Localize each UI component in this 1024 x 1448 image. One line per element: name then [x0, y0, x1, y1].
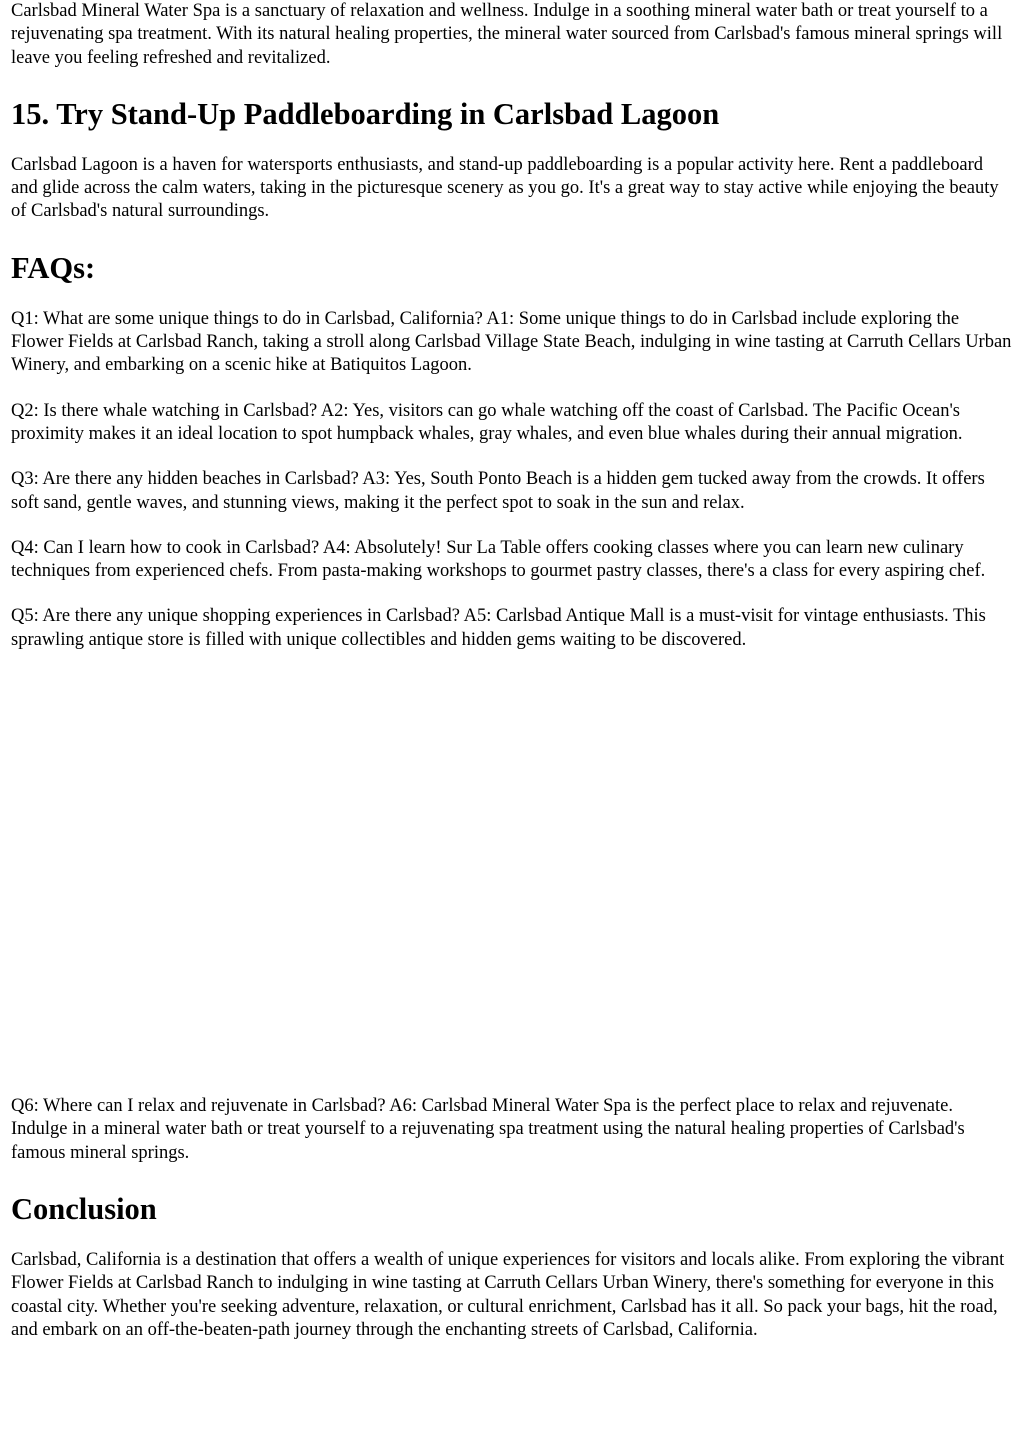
- faqs-heading: FAQs:: [11, 250, 96, 285]
- paddleboarding-heading: 15. Try Stand-Up Paddleboarding in Carlsbad Lagoon: [11, 96, 720, 131]
- spa-paragraph: Carlsbad Mineral Water Spa is a sanctuary of relaxation and wellness. Indulge in a soothing mineral water bath or treat yourself to a rejuvenating spa treatment. With its natural healing properties, the mineral water sourced from Carlsbad's famous mineral springs will leave you feeling refreshed and revitalized.: [11, 1, 1003, 68]
- faq-item-4: Q4: Can I learn how to cook in Carlsbad? A4: Absolutely! Sur La Table offers cooking classes where you can learn new culinary techniques from experienced chefs. From pasta-making workshops to gourmet pastry classes, there's a class for every aspiring chef.: [11, 537, 986, 582]
- article-page: [11, 0, 1014, 1342]
- paddleboarding-paragraph: Carlsbad Lagoon is a haven for watersports enthusiasts, and stand-up paddleboarding is a popular activity here. Rent a paddleboard and glide across the calm waters, taking in the picturesque scenery as you go. It's a great way to stay active while enjoying the beauty of Carlsbad's natural surroundings.: [11, 154, 999, 222]
- faq-item-2: Q2: Is there whale watching in Carlsbad? A2: Yes, visitors can go whale watching off the coast of Carlsbad. The Pacific Ocean's proximity makes it an ideal location to spot humpback whales, gray whales, and even blue whales during their annual migration.: [11, 400, 963, 444]
- conclusion-paragraph: Carlsbad, California is a destination that offers a wealth of unique experiences for visitors and locals alike. From exploring the vibrant Flower Fields at Carlsbad Ranch to indulging in wine tasting at Carruth Cellars Urban Winery, there's something for everyone in this coastal city. Whether you're seeking adventure, relaxation, or cultural enrichment, Carlsbad has it all. So pack your bags, hit the road, and embark on an off-the-beaten-path journey through the enchanting streets of Carlsbad, California.: [11, 1249, 1005, 1340]
- conclusion-heading: Conclusion: [11, 1191, 157, 1226]
- faq-item-1: Q1: What are some unique things to do in Carlsbad, California? A1: Some unique things to do in Carlsbad include exploring the Flower Fields at Carlsbad Ranch, taking a stroll along Carlsbad Village State Beach, indulging in wine tasting at Carruth Cellars Urban Winery, and embarking on a scenic hike at Batiquitos Lagoon.: [11, 308, 1012, 376]
- faq-item-6: Q6: Where can I relax and rejuvenate in Carlsbad? A6: Carlsbad Mineral Water Spa is the perfect place to relax and rejuvenate. Indulge in a mineral water bath or treat yourself to a rejuvenating spa treatment using the natural healing properties of Carlsbad's famous mineral springs.: [11, 1096, 965, 1163]
- faq-item-5: Q5: Are there any unique shopping experiences in Carlsbad? A5: Carlsbad Antique Mall is a must-visit for vintage enthusiasts. This sprawling antique store is filled with unique collectibles and hidden gems waiting to be discovered.: [11, 606, 986, 650]
- faq-item-3: Q3: Are there any hidden beaches in Carlsbad? A3: Yes, South Ponto Beach is a hidden gem tucked away from the crowds. It offers soft sand, gentle waves, and stunning views, making it the perfect spot to soak in the sun and relax.: [11, 469, 985, 513]
